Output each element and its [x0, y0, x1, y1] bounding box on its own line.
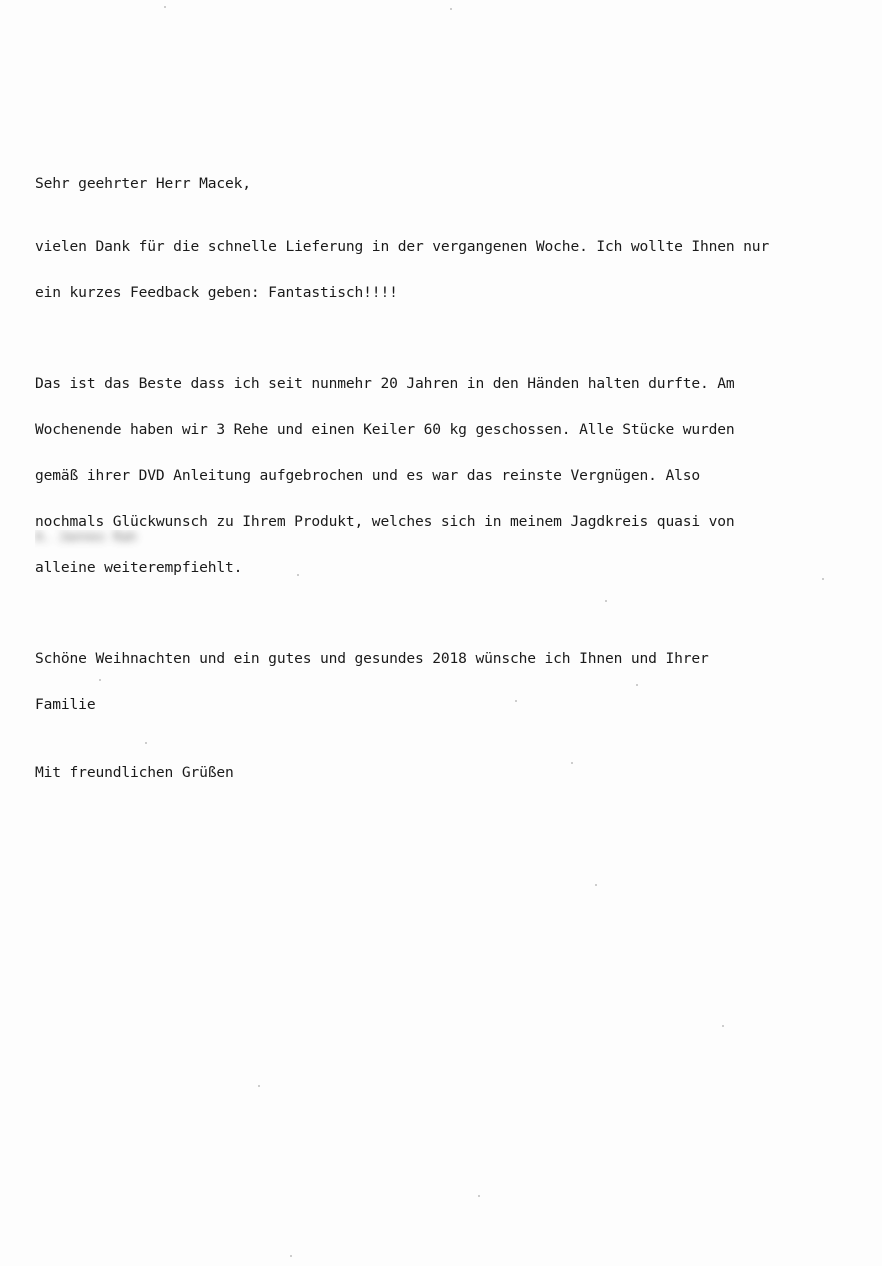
paragraph-line: gemäß ihrer DVD Anleitung aufgebrochen und es war das reinste Vergnügen. Also: [35, 467, 700, 484]
letter-body: [35, 172, 865, 806]
blurred-signature: [35, 530, 185, 550]
paragraph-thanks: [35, 212, 865, 327]
paragraph-line: Wochenende haben wir 3 Rehe und einen Keiler 60 kg geschossen. Alle Stücke wurden: [35, 421, 735, 438]
paragraph-line: Schöne Weihnachten und ein gutes und gesundes 2018 wünsche ich Ihnen und Ihrer: [35, 650, 709, 667]
scan-speck: [722, 1025, 724, 1027]
scan-speck: [258, 1085, 260, 1087]
scan-speck: [571, 762, 573, 764]
scan-speck: [595, 884, 597, 886]
scan-speck: [145, 742, 147, 744]
paragraph-line: nochmals Glückwunsch zu Ihrem Produkt, welches sich in meinem Jagdkreis quasi von: [35, 513, 735, 530]
salutation: Sehr geehrter Herr Macek,: [35, 175, 251, 192]
closing: Mit freundlichen Grüßen: [35, 764, 234, 781]
scan-speck: [450, 8, 452, 10]
signature-text: A. Jannes Rah: [35, 530, 137, 545]
scan-speck: [636, 684, 638, 686]
paragraph-line: ein kurzes Feedback geben: Fantastisch!!!!: [35, 284, 398, 301]
paragraph-line: alleine weiterempfiehlt.: [35, 559, 243, 576]
scan-speck: [297, 574, 299, 576]
scan-speck: [478, 1195, 480, 1197]
scan-speck: [164, 6, 166, 8]
scan-speck: [605, 600, 607, 602]
scan-speck: [515, 700, 517, 702]
scan-speck: [822, 578, 824, 580]
scan-speck: [290, 1255, 292, 1257]
paragraph-line: Familie: [35, 696, 96, 713]
paragraph-greetings: [35, 624, 865, 739]
paragraph-line: Das ist das Beste dass ich seit nunmehr 20 Jahren in den Händen halten durfte. Am: [35, 375, 735, 392]
scan-speck: [99, 679, 101, 681]
paragraph-line: vielen Dank für die schnelle Lieferung in der vergangenen Woche. Ich wollte Ihnen nur: [35, 238, 770, 255]
paragraph-experience: [35, 349, 865, 602]
